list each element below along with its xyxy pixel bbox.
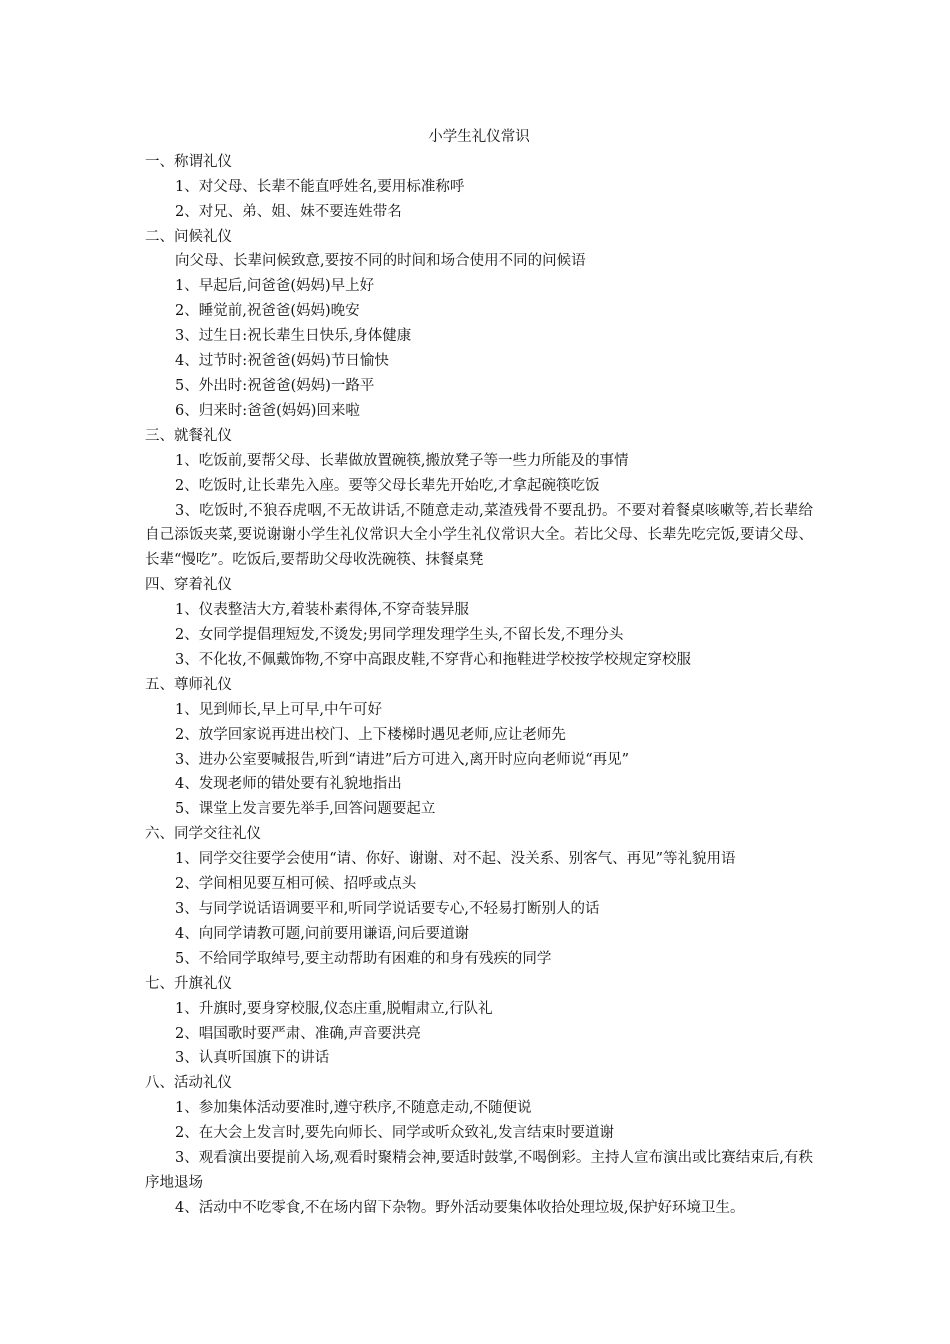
section-paragraph: 4、发现老师的错处要有礼貌地指出 <box>175 776 402 793</box>
section-paragraph: 1、同学交往要学会使用“请、你好、谢谢、对不起、没关系、别客气、再见”等礼貌用语 <box>175 851 736 868</box>
section-paragraph: 1、对父母、长辈不能直呼姓名,要用标准称呼 <box>175 178 465 195</box>
section-heading: 八、活动礼仪 <box>145 1075 232 1092</box>
section-paragraph: 1、升旗时,要身穿校服,仪态庄重,脱帽肃立,行队礼 <box>175 1000 493 1017</box>
section-paragraph: 4、向同学请教可题,问前要用谦语,问后要道谢 <box>175 925 469 942</box>
section-paragraph: 3、进办公室要喊报告,听到“请进”后方可进入,离开时应向老师说“再见” <box>175 751 630 768</box>
section-paragraph: 3、与同学说话语调要平和,听同学说话要专心,不轻易打断别人的话 <box>175 900 600 917</box>
section-paragraph: 2、唱国歌时要严肃、准确,声音要洪亮 <box>175 1025 421 1042</box>
section-paragraph: 3、观看演出要提前入场,观看时聚精会神,要适时鼓掌,不喝倒彩。主持人宣布演出或比赛结束后,有秩序地退场 <box>145 1150 813 1191</box>
section-paragraph: 6、归来时:爸爸(妈妈)回来啦 <box>175 402 360 419</box>
section <box>145 225 813 424</box>
section <box>145 424 813 573</box>
section <box>145 822 813 971</box>
section-paragraph: 5、不给同学取绰号,要主动帮助有困难的和身有残疾的同学 <box>175 950 552 967</box>
section <box>145 150 813 225</box>
section-paragraph: 2、在大会上发言时,要先向师长、同学或听众致礼,发言结束时要道谢 <box>175 1125 614 1142</box>
section-heading: 六、同学交往礼仪 <box>145 826 261 843</box>
section-paragraph: 4、活动中不吃零食,不在场内留下杂物。野外活动要集体收拾处理垃圾,保护好环境卫生。 <box>175 1199 745 1216</box>
section <box>145 673 813 822</box>
section-paragraph: 3、过生日:祝长辈生日快乐,身体健康 <box>175 328 412 345</box>
section-paragraph: 2、女同学提倡理短发,不烫发;男同学理发理学生头,不留长发,不理分头 <box>175 627 624 644</box>
section-paragraph: 4、过节时:祝爸爸(妈妈)节日愉快 <box>175 353 389 370</box>
document-body <box>145 150 813 1221</box>
section-paragraph: 2、睡觉前,祝爸爸(妈妈)晚安 <box>175 303 360 320</box>
section-paragraph: 2、吃饭时,让长辈先入座。要等父母长辈先开始吃,才拿起碗筷吃饭 <box>175 477 600 494</box>
section-paragraph: 1、参加集体活动要准时,遵守秩序,不随意走动,不随便说 <box>175 1100 532 1117</box>
section-paragraph: 2、对兄、弟、姐、妹不要连姓带名 <box>175 203 402 220</box>
section-paragraph: 1、见到师长,早上可早,中午可好 <box>175 701 382 718</box>
section <box>145 1071 813 1220</box>
document-page <box>145 125 813 1221</box>
document-title: 小学生礼仪常识 <box>428 129 530 145</box>
section-paragraph: 5、外出时:祝爸爸(妈妈)一路平 <box>175 378 375 395</box>
section-paragraph: 向父母、长辈问候致意,要按不同的时间和场合使用不同的问候语 <box>175 253 586 270</box>
section-heading: 七、升旗礼仪 <box>145 975 232 992</box>
section <box>145 972 813 1072</box>
section-heading: 三、就餐礼仪 <box>145 427 232 444</box>
section-paragraph: 2、放学回家说再进出校门、上下楼梯时遇见老师,应让老师先 <box>175 726 566 743</box>
section-paragraph: 2、学间相见要互相可候、招呼或点头 <box>175 876 417 893</box>
section-paragraph: 5、课堂上发言要先举手,回答问题要起立 <box>175 801 436 818</box>
section-heading: 四、穿着礼仪 <box>145 577 232 594</box>
section <box>145 573 813 673</box>
section-paragraph: 3、吃饭时,不狼吞虎咽,不无故讲话,不随意走动,菜渣残骨不要乱扔。不要对着餐桌咳嗽等,若长辈给自己添饭夹菜,要说谢谢小学生礼仪常识大全小学生礼仪常识大全。若比父母、长辈先吃完饭,要请父母、长辈“慢吃”。吃饭后,要帮助父母收洗碗筷、抹餐桌凳 <box>145 502 813 569</box>
section-paragraph: 3、认真听国旗下的讲话 <box>175 1050 330 1067</box>
section-paragraph: 1、吃饭前,要帮父母、长辈做放置碗筷,搬放凳子等一些力所能及的事情 <box>175 452 629 469</box>
section-paragraph: 1、早起后,问爸爸(妈妈)早上好 <box>175 278 375 295</box>
section-heading: 一、称谓礼仪 <box>145 153 232 170</box>
section-heading: 五、尊师礼仪 <box>145 676 232 693</box>
section-paragraph: 3、不化妆,不佩戴饰物,不穿中高跟皮鞋,不穿背心和拖鞋进学校按学校规定穿校服 <box>175 651 692 668</box>
section-paragraph: 1、仪表整洁大方,着装朴素得体,不穿奇装异服 <box>175 602 469 619</box>
section-heading: 二、问候礼仪 <box>145 228 232 245</box>
